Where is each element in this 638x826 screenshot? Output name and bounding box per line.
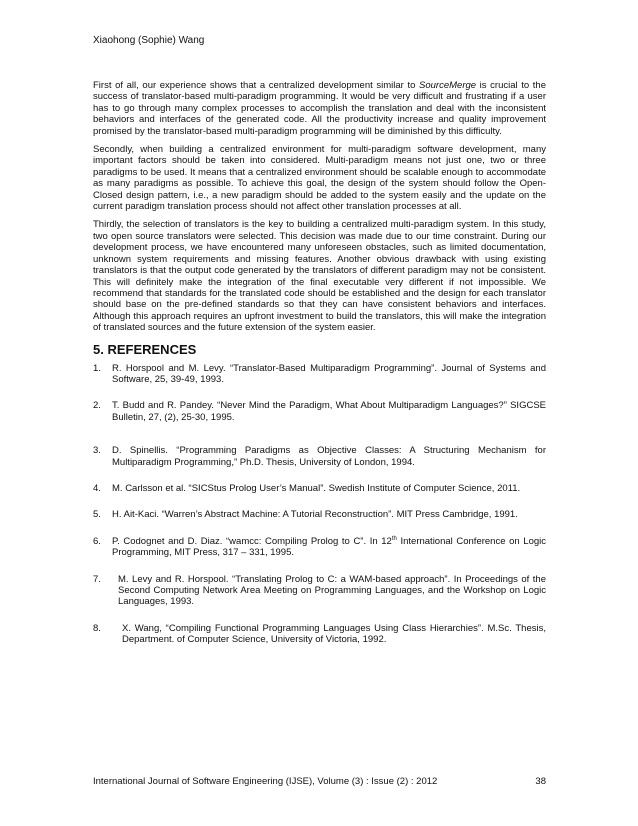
reference-number: 4. [93, 482, 101, 494]
reference-text: M. Carlsson et al. “SICStus Prolog User’s Manual”. Swedish Institute of Computer Science, 2011. [112, 482, 521, 494]
reference-number: 6. [93, 535, 101, 547]
reference-text: H. Ait-Kaci. “Warren’s Abstract Machine: A Tutorial Reconstruction”. MIT Press Cambridge, 1991. [112, 509, 518, 521]
reference-text-start: P. Codognet and D. Diaz. “wamcc: Compiling Prolog to C”. In 12 [112, 535, 392, 547]
reference-item [93, 400, 546, 423]
reference-item [93, 509, 546, 520]
reference-superscript: th [391, 535, 397, 542]
body-text [93, 80, 546, 661]
paragraph-second: Secondly, when building a centralized environment for multi-paradigm software development, many important factors should be taken into considered. Multi-paradigm means not just one, two or three paradigms to be used. It means that a centralized environment should be scalable enough to accommodate as many paradigms as possible. To achieve this goal, the design of the system should follow the Open-Closed design pattern, i.e., a new paradigm should be added to the system easily and the update on the current paradigm translation process should not affect other translation processes at all. [93, 144, 546, 213]
running-head: Xiaohong (Sophie) Wang [93, 35, 205, 46]
paragraph-first-end: is crucial to the success of translator-based multi-paradigm programming. It would be very difficult and frustrating if a user has to go through many complex processes to accomplish the translation and deal with the inconsistent behaviors and interfaces of the generated code. All the productivity increase and quality improvement promised by the translator-based multi-paradigm programming will be diminished by this difficulty. [93, 80, 546, 137]
reference-item [93, 445, 546, 468]
reference-number: 2. [93, 400, 101, 412]
reference-number: 3. [93, 445, 101, 457]
paragraph-first-start: First of all, our experience shows that a centralized development similar to [93, 80, 420, 91]
reference-text-end: International Conference on Logic Programming, MIT Press, 317 – 331, 1995. [112, 535, 546, 559]
references-heading: 5. REFERENCES [93, 341, 197, 357]
page-footer [93, 776, 546, 787]
reference-number: 8. [93, 622, 101, 634]
reference-number: 5. [93, 509, 101, 521]
sourcemerge-term: SourceMerge [419, 80, 477, 91]
reference-item [93, 623, 546, 646]
reference-item [93, 574, 546, 608]
reference-number: 7. [93, 573, 101, 585]
reference-text: X. Wang, “Compiling Functional Programming Languages Using Class Hierarchies”. M.Sc. Thesis, Department. of Computer Science, University of Victoria, 1992. [122, 622, 546, 646]
paragraph-first [93, 80, 546, 137]
reference-text: D. Spinellis. “Programming Paradigms as Objective Classes: A Structuring Mechanism for Multiparadigm Programming,” Ph.D. Thesis, University of London, 1994. [112, 445, 546, 468]
reference-text: M. Levy and R. Horspool. “Translating Prolog to C: a WAM-based approach”. In Proceedings of the Second Computing Network Area Meeting on Programming Languages, and the Workshop on Logic Languages, 1993. [118, 573, 546, 608]
page-number: 38 [535, 776, 546, 787]
reference-text: T. Budd and R. Pandey. “Never Mind the Paradigm, What About Multiparadigm Languages?” SIGCSE Bulletin, 27, (2), 25-30, 1995. [112, 400, 546, 423]
paragraph-third: Thirdly, the selection of translators is the key to building a centralized multi-paradigm system. In this study, two open source translators were selected. This decision was made due to our time constraint. During our development process, we have encountered many unforeseen obstacles, such as limited documentation, unknown system requirements and missing features. Another obvious drawback with using existing translators is that the output code generated by the translators of different paradigm may not be consistent. This will definitely make the integration of the final executable very different if not impossible. We recommend that standards for the translated code should be established and the design for each translator should base on the pre-defined standards so that they can have consistent behaviors and interfaces. Although this approach requires an upfront investment to build the translators, this will make the integration of translated sources and the future extension of the system easier. [93, 219, 546, 334]
reference-number: 1. [93, 362, 101, 374]
reference-item [93, 363, 546, 386]
reference-item [93, 483, 546, 494]
reference-text: R. Horspool and M. Levy. “Translator-Based Multiparadigm Programming”. Journal of Systems and Software, 25, 39-49, 1993. [112, 362, 546, 385]
reference-item [93, 536, 546, 559]
journal-citation: International Journal of Software Engineering (IJSE), Volume (3) : Issue (2) : 2012 [93, 776, 438, 787]
